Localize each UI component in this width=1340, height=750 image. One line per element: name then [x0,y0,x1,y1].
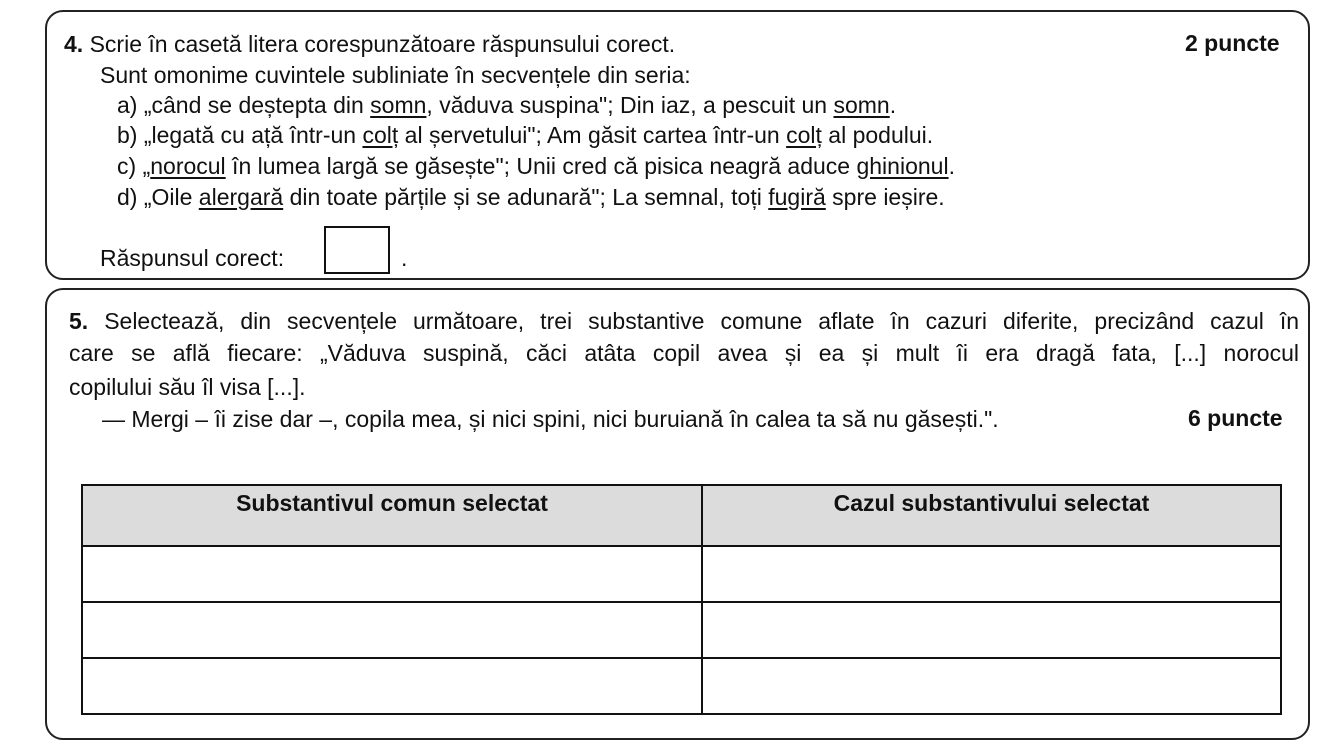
option-d-text-2: din toate părțile și se adunară"; La semnal, toți [283,184,769,210]
header-noun: Substantivul comun selectat [82,485,702,546]
option-b-letter: b) [117,122,138,148]
option-a-underlined-2: somn [833,92,890,118]
option-c-underlined-2: ghinionul [856,153,949,179]
option-a-underlined-1: somn [370,92,427,118]
noun-cell[interactable] [82,602,702,658]
option-b [117,121,933,149]
option-a-text-2: , văduva suspina"; Din iaz, a pescuit un [426,92,834,118]
question-5-line-1 [69,305,1299,337]
question-4-instruction-line [64,30,675,58]
table-row [82,602,1281,658]
question-5-text-1: Selectează, din secvențele următoare, trei substantive comune aflate în cazuri diferite, precizând cazul în [104,308,1300,334]
question-5-line-4: — Mergi – îi zise dar –, copila mea, și nici spini, nici buruiană în calea ta să nu găsești.". [102,406,999,432]
question-5-points: 6 puncte [1188,405,1283,431]
question-4-lead: Sunt omonime cuvintele subliniate în secvențele din seria: [100,62,691,88]
answer-table [81,484,1282,715]
question-4-points: 2 puncte [1185,30,1280,56]
header-case: Cazul substantivului selectat [702,485,1281,546]
answer-box[interactable] [324,226,390,274]
table-row [82,658,1281,714]
option-c [117,152,955,180]
case-cell[interactable] [702,602,1281,658]
question-5-number: 5. [69,308,89,334]
table-header-row [82,485,1281,546]
question-4-instruction: Scrie în casetă litera corespunzătoare răspunsului corect. [89,31,676,57]
noun-cell[interactable] [82,658,702,714]
option-b-text-1: „legată cu ață într-un [143,122,363,148]
answer-label: Răspunsul corect: [100,245,285,271]
option-a-text-1: „când se deștepta din [143,92,371,118]
question-4-number: 4. [64,31,84,57]
option-c-text-3: . [948,153,955,179]
question-5-box [45,288,1310,740]
option-c-letter: c) [117,153,137,179]
answer-suffix: . [401,245,408,271]
option-c-underlined-1: norocul [150,153,226,179]
option-d-text-1: „Oile [143,184,199,210]
option-b-text-2: al șervetului"; Am găsit cartea într-un [398,122,787,148]
option-d-text-3: spre ieșire. [825,184,945,210]
option-b-underlined-2: colț [786,122,822,148]
option-b-text-3: al podului. [821,122,934,148]
question-5-line-2: care se află fiecare: „Văduva suspină, căci atâta copil avea și ea și mult îi era dragă fata, [...] norocul [69,340,1299,366]
option-a [117,91,896,119]
option-c-text-1: „ [142,153,151,179]
question-5-line-3: copilului său îl visa [...]. [69,374,306,400]
option-d-underlined-1: alergară [198,184,284,210]
noun-cell[interactable] [82,546,702,602]
question-4-box [45,10,1310,280]
option-d-letter: d) [117,184,138,210]
option-a-letter: a) [117,92,138,118]
table-row [82,546,1281,602]
option-d [117,183,945,211]
option-b-underlined-1: colț [362,122,399,148]
option-d-underlined-2: fugiră [768,184,826,210]
option-a-text-3: . [889,92,897,118]
option-c-text-2: în lumea largă se găsește"; Unii cred că pisica neagră aduce [225,153,857,179]
case-cell[interactable] [702,658,1281,714]
case-cell[interactable] [702,546,1281,602]
